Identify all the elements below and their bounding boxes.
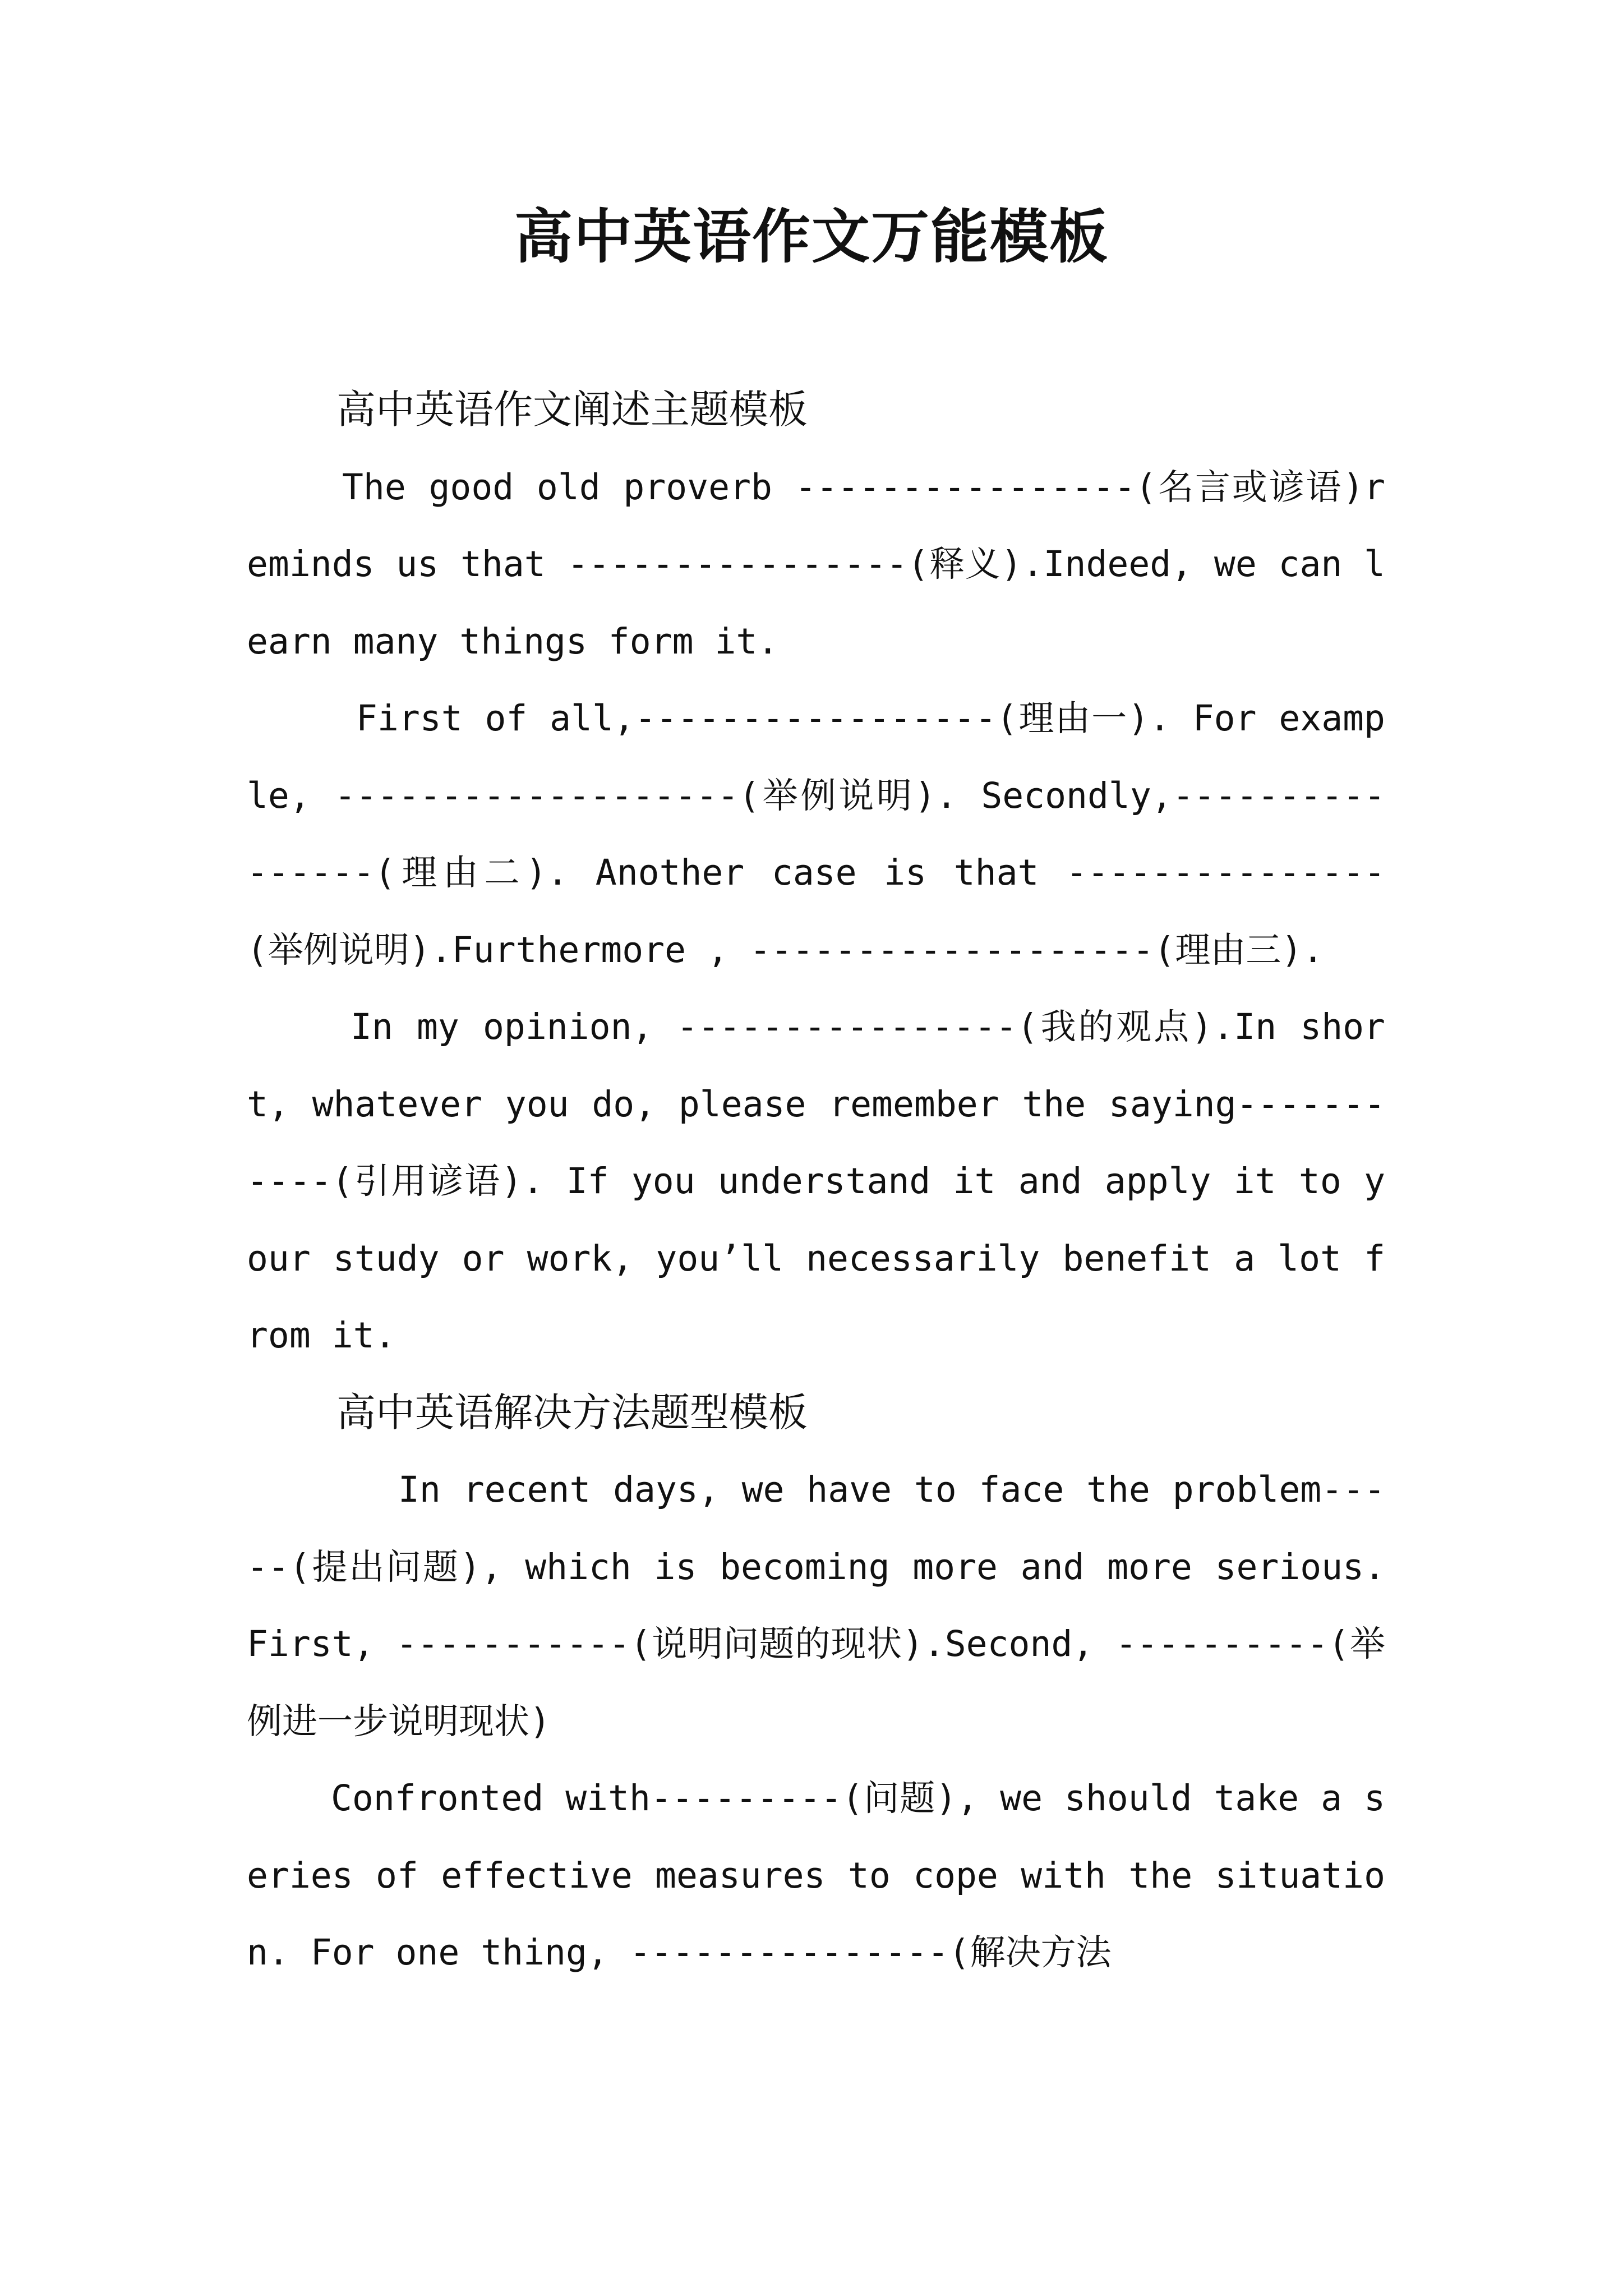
paragraph-problem: In recent days, we have to face the problem-----(提出问题), which is becoming more and more serious. First, -----------(说明问题的现状).Second, ----------(举例进一步说明现状)	[247, 1469, 1385, 1742]
document-body	[247, 371, 1385, 1991]
page-title: 高中英语作文万能模板	[514, 202, 1109, 271]
section-heading-solution: 高中英语解决方法题型模板	[336, 1389, 808, 1435]
paragraph-measures: Confronted with---------(问题), we should take a series of effective measures to cope with the situation. For one thing, ---------------(解决方法	[247, 1778, 1385, 1973]
paragraph-reasons: First of all,-----------------(理由一). For example, -------------------(举例说明). Secondly,----------------(理由二). Another case is that ---------------(举例说明).Furthermore , -------------------(理由三).	[247, 698, 1385, 970]
paragraph-opinion: In my opinion, ----------------(我的观点).In short, whatever you do, please remember the saying-----------(引用谚语). If you understand it and apply it to your study or work, you’ll necessarily benefit a lot from it.	[247, 1006, 1385, 1356]
section-heading-theme: 高中英语作文阐述主题模板	[336, 386, 808, 432]
paragraph-proverb: The good old proverb ----------------(名言或谚语)reminds us that ----------------(释义).Indeed, we can learn many things form it.	[247, 466, 1385, 662]
